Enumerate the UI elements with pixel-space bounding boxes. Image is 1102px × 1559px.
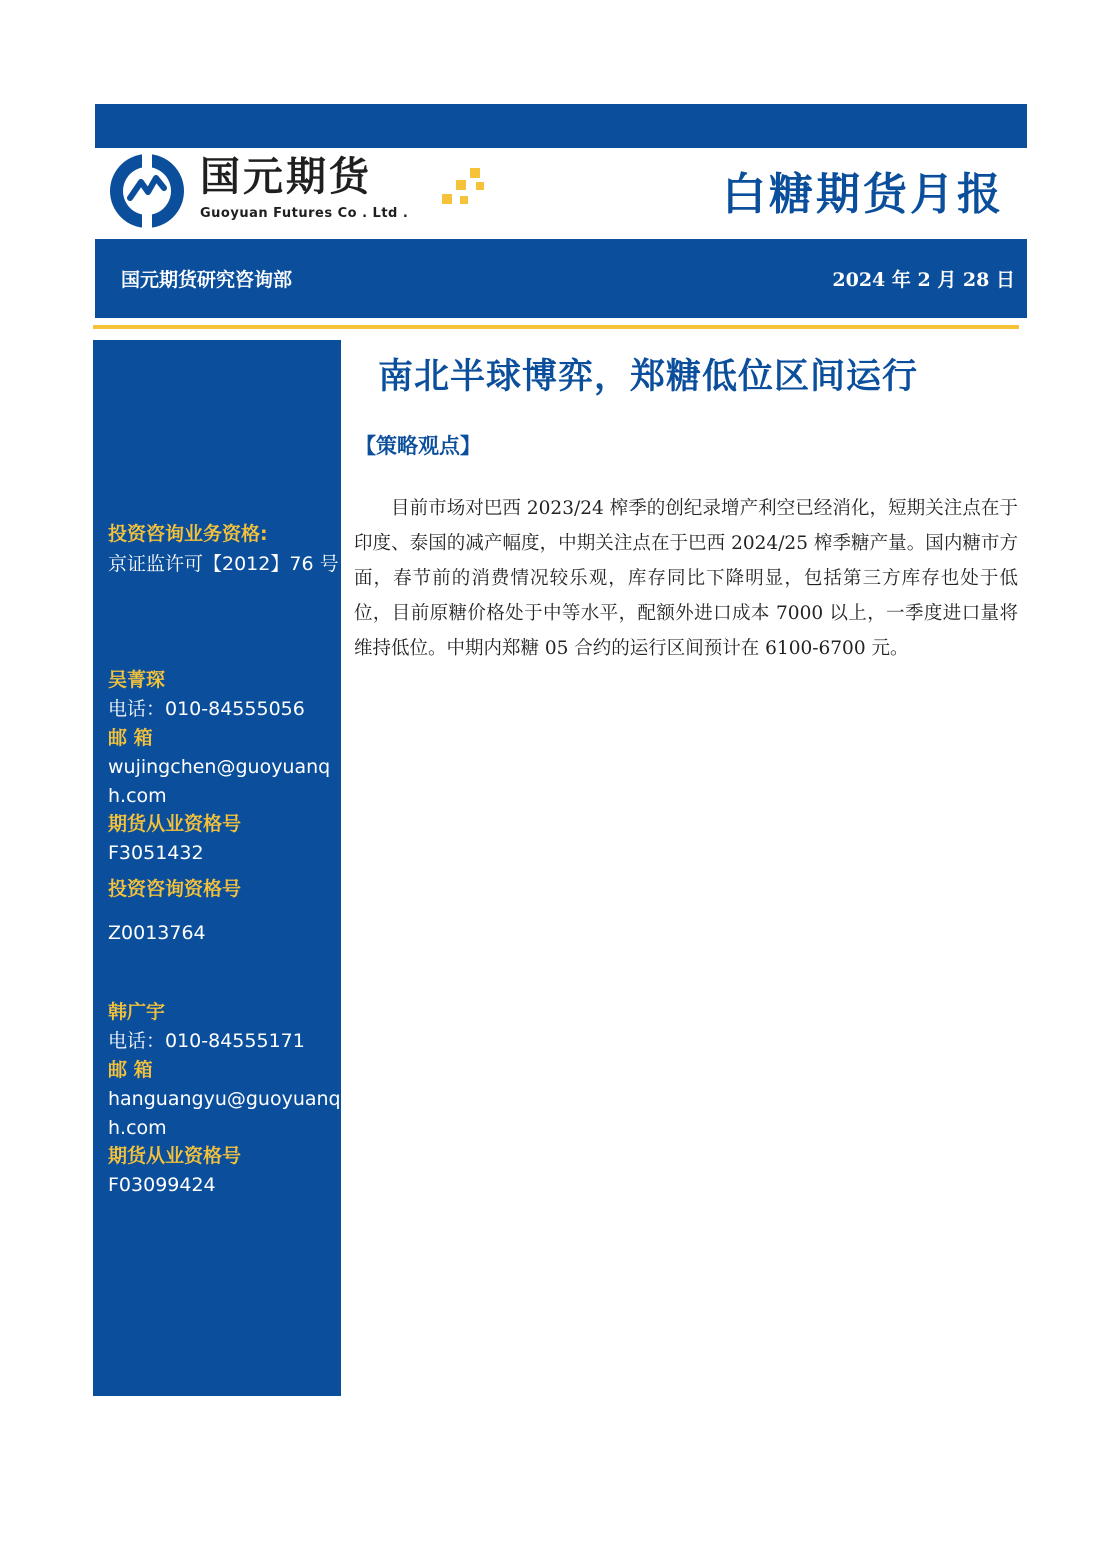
logo-chinese-name: 国元期货 <box>200 154 372 200</box>
report-date: 2024 年 2 月 28 日 <box>832 269 1015 291</box>
strategy-section-title: 【策略观点】 <box>355 434 481 458</box>
qualification-value: 京证监许可【2012】76 号 <box>108 553 339 575</box>
qualification-label: 投资咨询业务资格: <box>108 523 268 545</box>
analyst1-consult-value: Z0013764 <box>108 922 206 944</box>
strategy-paragraph: 目前市场对巴西 2023/24 榨季的创纪录增产利空已经消化，短期关注点在于印度、泰国的减产幅度，中期关注点在于巴西 2024/25 榨季糖产量。国内糖市方面，春节前的消费情况较乐观，库存同比下降明显，包括第三方库存也处于低位，目前原糖价格处于中等水平，配额外进口成本 7000 以上，一季度进口量将维持低位。中期内郑糖 05 合约的运行区间预计在 6100-6700 元。 <box>354 498 1018 659</box>
guoyuan-emblem-icon <box>108 152 186 230</box>
analyst1-email-line1: wujingchen@guoyuanq <box>108 756 331 778</box>
analyst1-name: 吴菁琛 <box>108 669 166 691</box>
department-bar <box>95 239 1027 318</box>
analyst-sidebar <box>93 340 341 1396</box>
analyst2-phone: 电话：010-84555171 <box>108 1030 305 1052</box>
analyst2-email-line2: h.com <box>108 1117 167 1139</box>
analyst2-futures-label: 期货从业资格号 <box>108 1145 242 1167</box>
company-logo <box>108 150 498 234</box>
analyst1-email-label: 邮 箱 <box>108 727 153 749</box>
analyst1-email-line2: h.com <box>108 785 167 807</box>
analyst1-consult-label: 投资咨询资格号 <box>108 878 242 900</box>
department-name: 国元期货研究咨询部 <box>121 269 293 291</box>
analyst2-email-label: 邮 箱 <box>108 1059 153 1081</box>
gold-divider <box>93 325 1019 329</box>
analyst1-phone: 电话：010-84555056 <box>108 698 305 720</box>
report-headline: 南北半球博弈，郑糖低位区间运行 <box>378 357 919 397</box>
gold-squares-icon <box>438 168 488 214</box>
logo-english-name: Guoyuan Futures Co . Ltd . <box>200 206 409 221</box>
analyst2-name: 韩广宇 <box>108 1001 166 1023</box>
header-top-band <box>95 104 1027 148</box>
analyst1-futures-label: 期货从业资格号 <box>108 813 242 835</box>
analyst1-futures-value: F3051432 <box>108 842 204 864</box>
report-title: 白糖期货月报 <box>722 169 1004 220</box>
analyst2-email-line1: hanguangyu@guoyuanq <box>108 1088 341 1110</box>
analyst2-futures-value: F03099424 <box>108 1174 216 1196</box>
